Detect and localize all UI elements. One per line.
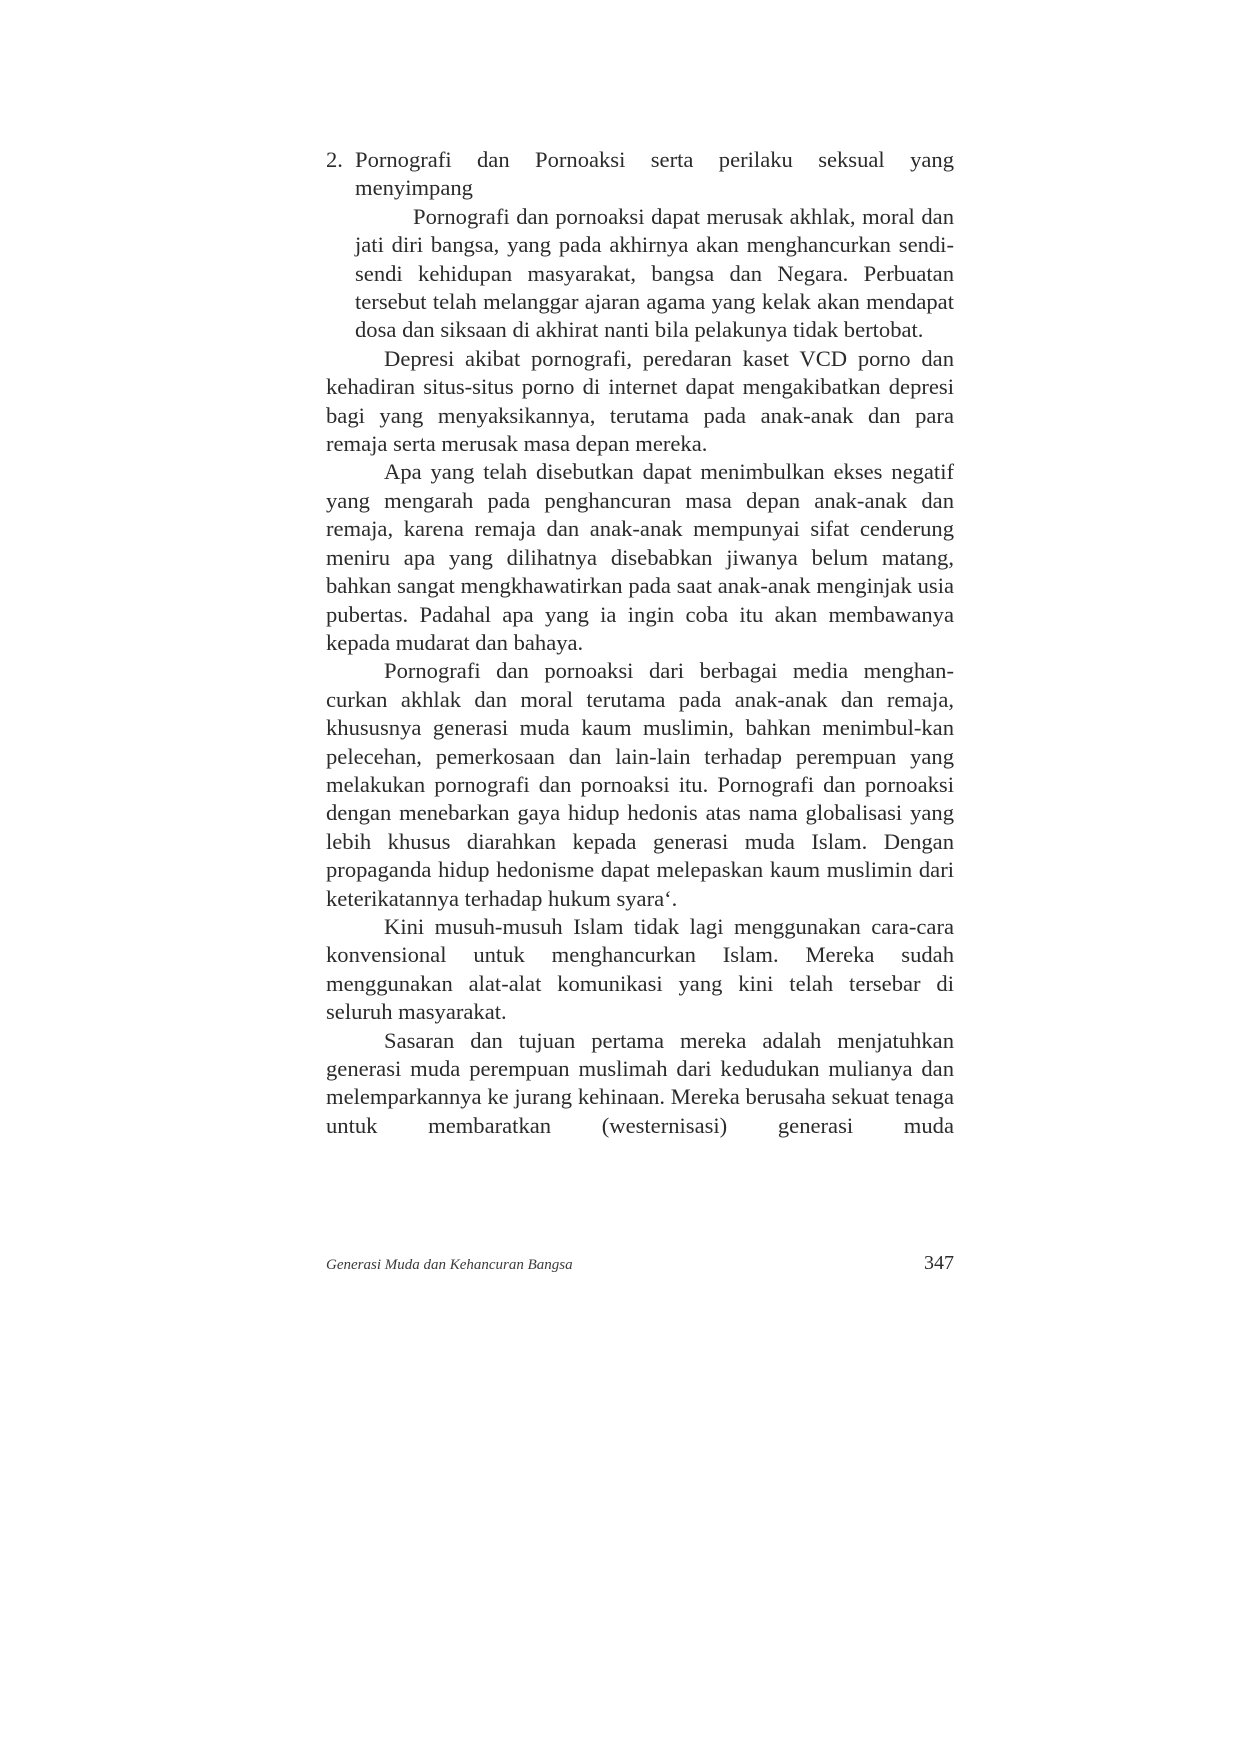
- section-number: 2.: [326, 147, 343, 172]
- paragraph-4: Pornografi dan pornoaksi dari berbagai media menghan-curkan akhlak dan moral terutama pada anak-anak dan remaja, khususnya generasi muda kaum muslimin, bahkan menimbul-kan pelecehan, pemerkosaan dan lain-lain terhadap perempuan yang melakukan pornografi dan pornoaksi itu. Pornografi dan pornoaksi dengan menebarkan gaya hidup hedonis atas nama globalisasi yang lebih khusus diarahkan kepada generasi muda Islam. Dengan propaganda hidup hedonisme dapat melepaskan kaum muslimin dari keterikatannya terhadap hukum syara‘.: [326, 658, 954, 911]
- running-title: Generasi Muda dan Kehancuran Bangsa: [326, 1257, 573, 1273]
- paragraph-6: Sasaran dan tujuan pertama mereka adalah menjatuhkan generasi muda perempuan muslimah dari kedudukan mulianya dan melemparkannya ke jurang kehinaan. Mereka berusaha sekuat tenaga untuk membaratkan (westernisasi) generasi muda: [326, 1027, 954, 1138]
- page-footer: [326, 1252, 954, 1275]
- paragraph-3: Apa yang telah disebutkan dapat menimbulkan ekses negatif yang mengarah pada penghancuran masa depan anak-anak dan remaja, karena remaja dan anak-anak mempunyai sifat cenderung meniru apa yang dilihatnya disebabkan jiwanya belum matang, bahkan sangat mengkhawatirkan pada saat anak-anak menginjak usia pubertas. Padahal apa yang ia ingin coba itu akan membawanya kepada mudarat dan bahaya.: [326, 459, 954, 655]
- main-text: [326, 146, 954, 1140]
- section-title: Pornografi dan Pornoaksi serta perilaku seksual yang: [355, 147, 954, 172]
- section-title-continuation: menyimpang: [355, 175, 473, 201]
- paragraph-1: Pornografi dan pornoaksi dapat merusak akhlak, moral dan jati diri bangsa, yang pada akhirnya akan menghancurkan sendi-sendi kehidupan masyarakat, bangsa dan Negara. Perbuatan tersebut telah melanggar ajaran agama yang kelak akan mendapat dosa dan siksaan di akhirat nanti bila pelakunya tidak bertobat.: [355, 203, 954, 343]
- section-heading: [326, 146, 954, 174]
- paragraph-5: Kini musuh-musuh Islam tidak lagi menggunakan cara-cara konvensional untuk menghancurkan Islam. Mereka sudah menggunakan alat-alat komunikasi yang kini telah tersebar di seluruh masyarakat.: [326, 913, 954, 1025]
- page-number: 347: [924, 1252, 954, 1274]
- paragraph-2: Depresi akibat pornografi, peredaran kaset VCD porno dan kehadiran situs-situs porno di internet dapat mengakibatkan depresi bagi yang menyaksikannya, terutama pada anak-anak dan para remaja serta merusak masa depan mereka.: [326, 345, 954, 457]
